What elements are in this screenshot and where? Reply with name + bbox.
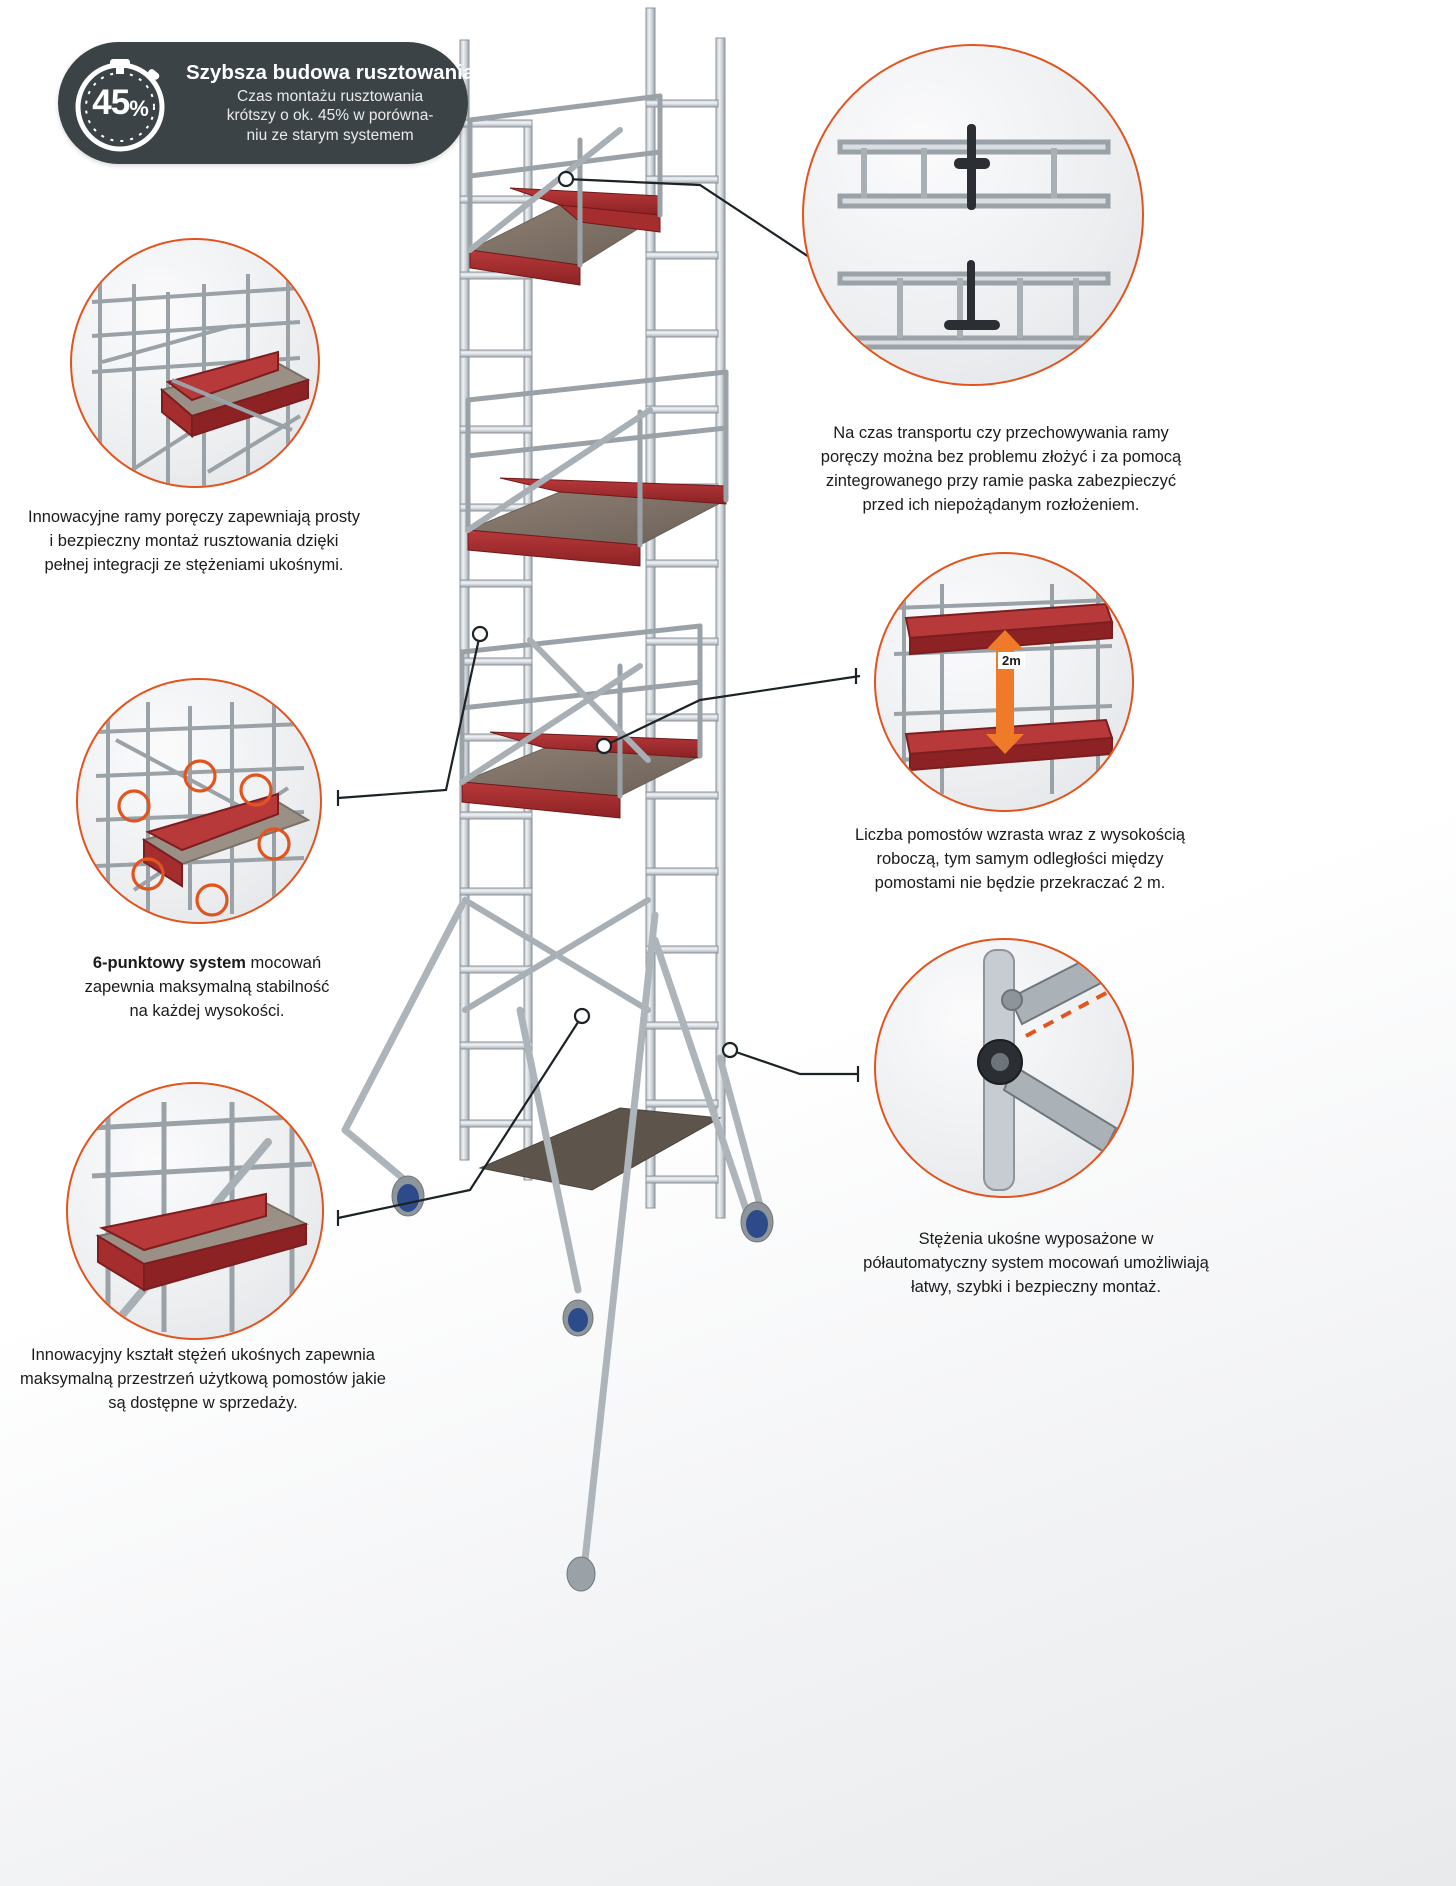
caption-line: Innowacyjny kształt stężeń ukośnych zapewnia bbox=[31, 1346, 375, 1364]
badge-subtitle-line-1: Czas montażu rusztowania bbox=[237, 87, 424, 105]
caption-line: półautomatyczny system mocowań umożliwiają bbox=[863, 1253, 1209, 1272]
badge-title: Szybsza budowa rusztowania bbox=[186, 60, 475, 84]
caption-line: są dostępne w sprzedaży. bbox=[108, 1393, 298, 1412]
badge-subtitle-line-3: niu ze starym systemem bbox=[246, 126, 414, 144]
caption-line: zapewnia maksymalną stabilność bbox=[84, 977, 330, 996]
six-point-fixing-image bbox=[78, 680, 320, 922]
callout-semi-automatic-coupler bbox=[874, 938, 1134, 1198]
diagonal-brace-image bbox=[68, 1084, 322, 1338]
caption-line: Na czas transportu czy przechowywania ramy bbox=[833, 424, 1169, 442]
caption-line: na każdej wysokości. bbox=[129, 1001, 285, 1020]
caption-railing-frames bbox=[18, 506, 370, 578]
badge-percent-symbol: % bbox=[129, 96, 148, 121]
callout-platform-spacing bbox=[874, 552, 1134, 812]
caption-line: Innowacyjne ramy poręczy zapewniają prosty bbox=[28, 508, 360, 526]
caption-line: Stężenia ukośne wyposażone w bbox=[918, 1230, 1154, 1248]
caption-line: łatwy, szybki i bezpieczny montaż. bbox=[910, 1277, 1162, 1296]
caption-line: pomostami nie będzie przekraczać 2 m. bbox=[874, 873, 1166, 892]
caption-lead: 6-punktowy system bbox=[92, 954, 246, 972]
platform-spacing-image bbox=[876, 554, 1132, 810]
badge-subtitle-line-2: krótszy o ok. 45% w porówna- bbox=[226, 107, 434, 125]
callout-six-point-fixing bbox=[76, 678, 322, 924]
caption-semi-automatic-coupler bbox=[836, 1228, 1236, 1300]
callout-diagonal-brace-shape bbox=[66, 1082, 324, 1340]
callout-railing-frames bbox=[70, 238, 320, 488]
spacing-marker-label: 2m bbox=[998, 652, 1025, 669]
caption-platform-spacing bbox=[820, 824, 1220, 896]
caption-line: pełnej integracji ze stężeniami ukośnymi. bbox=[44, 555, 344, 574]
folded-railing-image bbox=[804, 46, 1142, 384]
caption-line: zintegrowanego przy ramie paska zabezpieczyć bbox=[825, 471, 1177, 490]
stopwatch-icon bbox=[64, 47, 176, 159]
badge-percent-number: 45 bbox=[92, 83, 130, 122]
caption-line: maksymalną przestrzeń użytkową pomostów jakie bbox=[20, 1369, 386, 1388]
caption-six-point-fixing bbox=[62, 952, 352, 1024]
badge-percent bbox=[64, 47, 176, 159]
caption-line: poręczy można bez problemu złożyć i za pomocą bbox=[820, 447, 1182, 466]
speed-badge bbox=[58, 42, 475, 164]
caption-line: roboczą, tym samym odległości między bbox=[876, 849, 1164, 868]
caption-diagonal-brace-shape bbox=[4, 1344, 402, 1416]
railing-frames-image bbox=[72, 240, 318, 486]
caption-line: Liczba pomostów wzrasta wraz z wysokością bbox=[854, 826, 1186, 844]
caption-folded-railing-transport bbox=[790, 422, 1212, 518]
caption-line: i bezpieczny montaż rusztowania dzięki bbox=[49, 531, 339, 550]
caption-rest: mocowań bbox=[245, 954, 322, 972]
coupler-image bbox=[876, 940, 1132, 1196]
caption-line: przed ich niepożądanym rozłożeniem. bbox=[862, 495, 1140, 514]
callout-folded-railing-transport bbox=[802, 44, 1144, 386]
caption-line bbox=[62, 952, 352, 976]
